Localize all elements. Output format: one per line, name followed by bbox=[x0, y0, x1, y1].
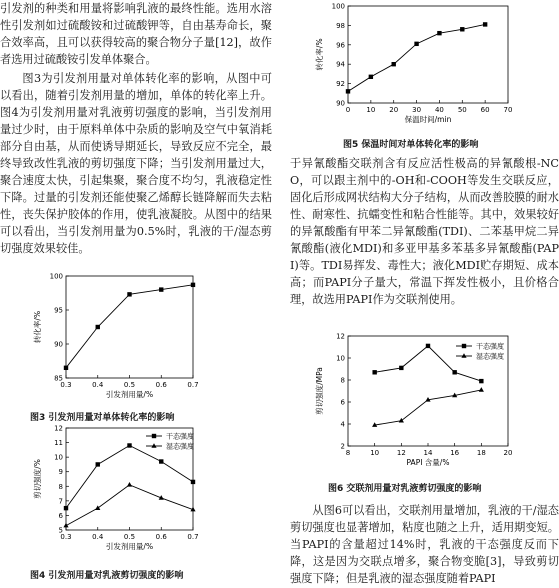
y-tick-label: 90 bbox=[336, 99, 345, 108]
x-tick-label: 10 bbox=[366, 106, 376, 114]
x-tick-label: 10 bbox=[370, 449, 380, 457]
paragraph-initiator-selection: 引发剂的种类和用量将影响乳液的最终性能。选用水溶性引发剂如过硫酸铵和过硫酸钾等，自由基寿命长，聚合效率高，且可以获得较高的聚合物分子量[12]，故作者选用过硫酸铵引发单体聚合。 bbox=[0, 2, 272, 66]
data-point bbox=[64, 506, 68, 510]
data-point bbox=[372, 370, 376, 374]
paragraph-initiator-effect: 图3为引发剂用量对单体转化率的影响，从图中可以看出，随着引发剂用量的增加，单体的转化率上升。图4为引发剂用量对乳液剪切强度的影响，当引发剂用量过少时，由于原料单体中杂质的影响及空气中氧消耗部分自由基，从而使诱导期延长，导致反应不完全，最终导致改性乳液的剪切强度下降；当引发剂用量过大，聚合速度太快，引起集聚，聚合度不均匀，乳液稳定性下降。过量的引发剂还能使聚乙烯醇长链降解而失去粘性，丧失保护胶体的作用，使乳液凝胶。从图中的结果可以看出，当引发剂用量为0.5%时，乳液的干/湿态剪切强度效果较佳。 bbox=[0, 72, 272, 255]
x-axis-label: 引发剂用量/% bbox=[105, 390, 154, 399]
y-tick-label: 100 bbox=[49, 272, 63, 281]
x-tick-label: 0.7 bbox=[187, 381, 199, 389]
data-point bbox=[127, 443, 131, 447]
x-axis-label: PAPI 含量/% bbox=[406, 458, 450, 467]
series-line bbox=[375, 390, 482, 425]
figure-5-caption: 图5 保温时间对单体转化率的影响 bbox=[343, 140, 479, 150]
y-tick-label: 12 bbox=[54, 424, 63, 433]
x-tick-label: 0.4 bbox=[92, 381, 104, 389]
legend-marker bbox=[462, 344, 466, 348]
y-tick-label: 2 bbox=[340, 442, 345, 451]
legend-marker bbox=[151, 443, 156, 448]
figure-4-chart bbox=[28, 420, 238, 555]
x-axis-label: 保温时间/min bbox=[404, 115, 452, 124]
y-tick-label: 95 bbox=[54, 306, 63, 315]
legend-label: 湿态强度 bbox=[476, 352, 504, 361]
y-tick-label: 10 bbox=[54, 453, 63, 462]
y-tick-label: 6 bbox=[58, 511, 63, 520]
x-axis-label: 引发剂用量/% bbox=[105, 542, 154, 551]
y-tick-label: 6 bbox=[340, 398, 345, 407]
x-tick-label: 0.3 bbox=[60, 533, 72, 541]
y-tick-label: 12 bbox=[336, 332, 345, 341]
paragraph-crosslinker-papi: 于异氰酸酯交联剂含有反应活性极高的异氰酸根-NCO，可以跟主剂中的-OH和-COOH等发生交联反应，固化后形成网状结构大分子结构，从而改善胶膜的耐水性、耐寒性、抗蠕变性和粘合性能等。其中，效果较好的异氰酸酯有甲苯二异氰酸酯(TDI)、二苯基甲烷二异氰酸酯(液化MDI)和多亚甲基多苯基多异氰酸酯(PAPI)等。TDI易挥发、毒性大；液化MDI贮存期短、成本高；而PAPI分子量大，常温下挥发性极小，且价格合理，故选用PAPI作为交联剂使用。 bbox=[290, 157, 559, 306]
x-tick-label: 50 bbox=[457, 106, 467, 114]
figure-6-caption: 图6 交联剂用量对乳液剪切强度的影响 bbox=[328, 484, 482, 494]
y-tick-label: 96 bbox=[336, 41, 345, 50]
legend-marker bbox=[152, 434, 156, 438]
data-point bbox=[437, 31, 441, 35]
plot-frame bbox=[66, 276, 193, 378]
y-tick-label: 9 bbox=[58, 468, 63, 477]
data-point bbox=[399, 366, 403, 370]
data-point bbox=[346, 89, 350, 93]
data-point bbox=[399, 418, 404, 423]
figure-3-chart bbox=[28, 268, 238, 403]
y-tick-label: 98 bbox=[336, 21, 345, 30]
y-tick-label: 8 bbox=[58, 482, 63, 491]
x-tick-label: 30 bbox=[412, 106, 422, 114]
y-tick-label: 11 bbox=[54, 439, 63, 448]
x-tick-label: 0.7 bbox=[187, 533, 199, 541]
series-line bbox=[348, 24, 485, 91]
data-point bbox=[369, 75, 373, 79]
y-axis-label: 剪切强度/MPa bbox=[315, 367, 324, 415]
series-line bbox=[66, 285, 193, 368]
y-tick-label: 4 bbox=[340, 420, 345, 429]
legend-marker bbox=[461, 353, 466, 358]
x-tick-label: 70 bbox=[503, 106, 513, 114]
data-point bbox=[127, 292, 131, 296]
data-point bbox=[414, 42, 418, 46]
data-point bbox=[127, 482, 132, 487]
y-axis-label: 转化率/% bbox=[315, 38, 324, 71]
y-tick-label: 90 bbox=[54, 340, 63, 349]
data-point bbox=[159, 459, 163, 463]
x-tick-label: 8 bbox=[345, 449, 351, 457]
x-tick-label: 20 bbox=[389, 106, 399, 114]
figure-5-chart bbox=[308, 0, 523, 132]
x-tick-label: 0.5 bbox=[123, 533, 136, 541]
data-point bbox=[392, 62, 396, 66]
y-axis-label: 剪切强度/% bbox=[33, 459, 42, 499]
x-tick-label: 0.6 bbox=[155, 533, 167, 541]
y-tick-label: 8 bbox=[340, 376, 345, 385]
legend-label: 干态强度 bbox=[166, 432, 194, 441]
x-tick-label: 18 bbox=[476, 449, 486, 457]
data-point bbox=[95, 505, 100, 510]
data-point bbox=[460, 27, 464, 31]
x-tick-label: 12 bbox=[396, 449, 406, 457]
paragraph-fig6-discussion: 从图6可以看出，交联剂用量增加，乳液的干/湿态剪切强度也显著增加，粘度也随之上升，适用期变短。当PAPI的含量超过14%时，乳液的干态强度反而下降，这是因为交联点增多，聚合物变脆[3]，导致剪切强度下降；但是乳液的湿态强度随着PAPI bbox=[290, 504, 559, 585]
data-point bbox=[479, 379, 483, 383]
series-line bbox=[66, 485, 193, 526]
y-tick-label: 5 bbox=[58, 526, 63, 535]
data-point bbox=[96, 325, 100, 329]
series-line bbox=[66, 445, 193, 508]
x-tick-label: 16 bbox=[450, 449, 460, 457]
data-point bbox=[483, 22, 487, 26]
y-axis-label: 转化率/% bbox=[33, 310, 42, 344]
y-tick-label: 10 bbox=[336, 354, 345, 363]
x-tick-label: 14 bbox=[423, 449, 433, 457]
y-tick-label: 7 bbox=[58, 497, 63, 506]
figure-4-caption: 图4 引发剂用量对乳液剪切强度的影响 bbox=[30, 571, 184, 581]
x-tick-label: 0.3 bbox=[60, 381, 72, 389]
x-tick-label: 0 bbox=[345, 106, 351, 114]
legend-label: 干态强度 bbox=[476, 342, 504, 351]
x-tick-label: 20 bbox=[503, 449, 513, 457]
y-tick-label: 100 bbox=[331, 2, 345, 11]
data-point bbox=[426, 344, 430, 348]
data-point bbox=[452, 370, 456, 374]
x-tick-label: 0.6 bbox=[155, 381, 167, 389]
data-point bbox=[479, 387, 484, 392]
figure-3-caption: 图3 引发剂用量对单体转化率的影响 bbox=[30, 413, 175, 423]
data-point bbox=[191, 480, 195, 484]
y-tick-label: 94 bbox=[336, 60, 345, 69]
figure-6-chart bbox=[308, 328, 523, 476]
x-tick-label: 0.4 bbox=[92, 533, 104, 541]
series-line bbox=[375, 346, 482, 381]
data-point bbox=[191, 283, 195, 287]
legend-label: 湿态强度 bbox=[166, 442, 194, 451]
data-point bbox=[96, 462, 100, 466]
plot-frame bbox=[348, 6, 508, 103]
x-tick-label: 60 bbox=[480, 106, 490, 114]
y-tick-label: 92 bbox=[336, 80, 345, 89]
x-tick-label: 40 bbox=[434, 106, 444, 114]
y-tick-label: 85 bbox=[54, 374, 63, 383]
data-point bbox=[159, 287, 163, 291]
data-point bbox=[64, 366, 68, 370]
x-tick-label: 0.5 bbox=[123, 381, 136, 389]
